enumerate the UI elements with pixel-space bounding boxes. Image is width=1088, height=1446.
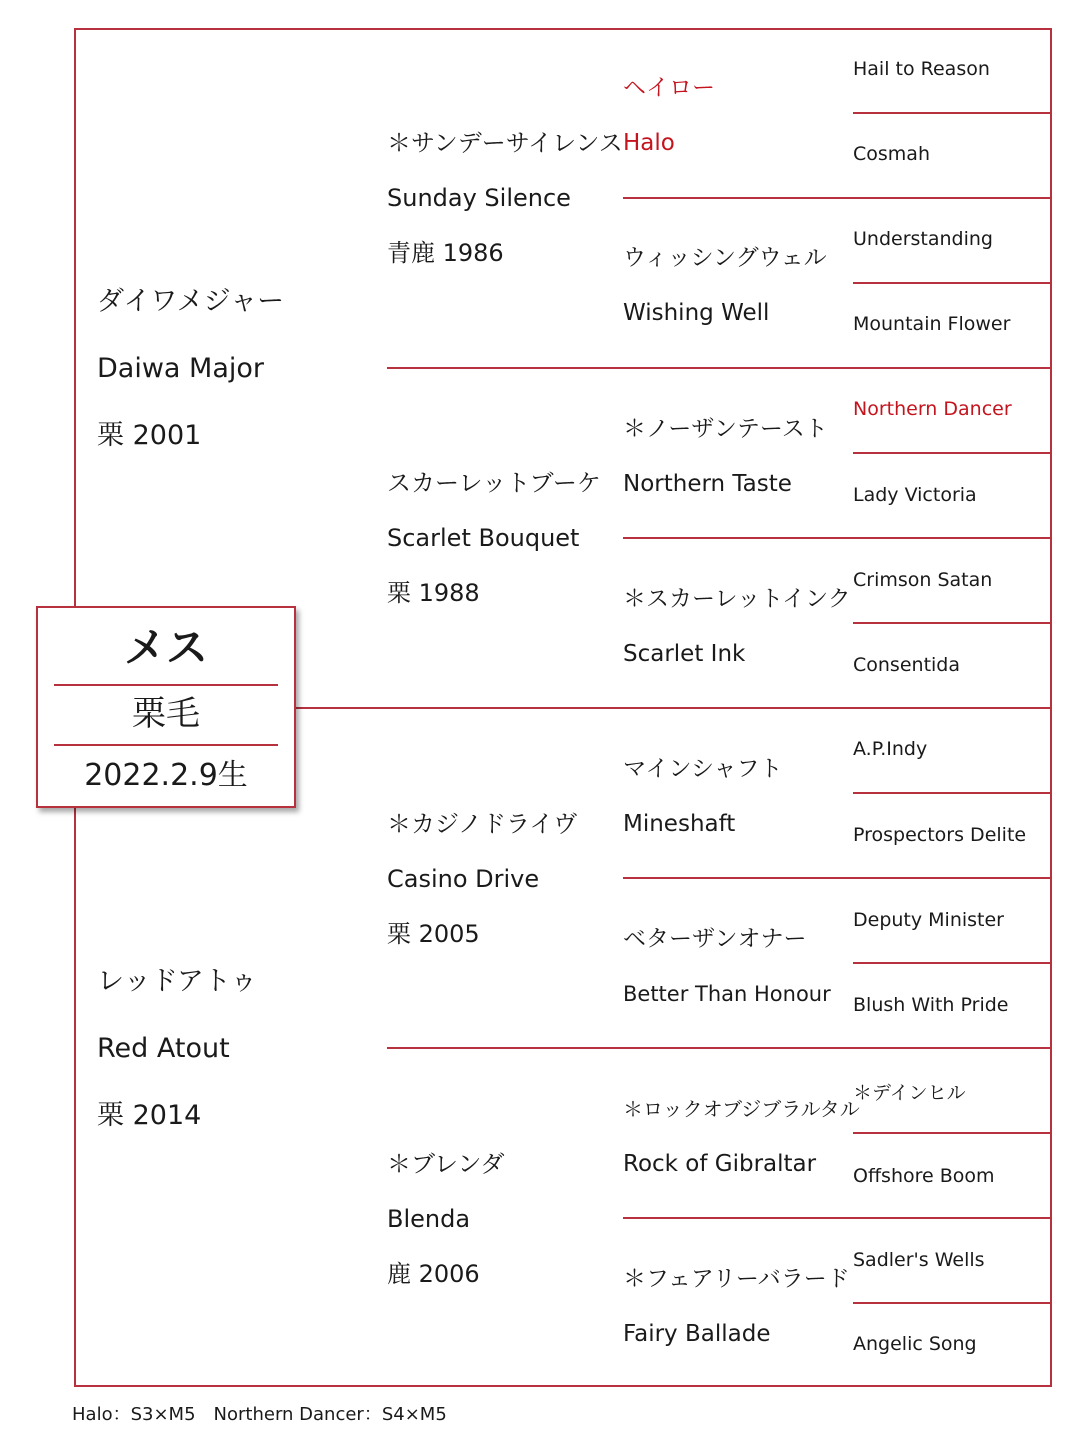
subject-sex: メス <box>123 623 208 672</box>
divider-gen4 <box>853 792 1052 794</box>
gen2-name-ja: ＊ブレンダ <box>387 1150 505 1178</box>
divider-gen4 <box>853 962 1052 964</box>
subject-color: 栗毛 <box>132 694 200 734</box>
divider-gen3 <box>623 1217 1052 1219</box>
gen4-name: Northern Dancer <box>853 398 1012 420</box>
gen4-name: Offshore Boom <box>853 1165 995 1187</box>
sire-name-en: Daiwa Major <box>97 353 265 384</box>
gen3-cell <box>623 912 831 1022</box>
gen3-name-ja: ウィッシングウェル <box>623 245 827 271</box>
gen2-name-en: Scarlet Bouquet <box>387 524 580 552</box>
gen4-name: ＊デインヒル <box>853 1082 966 1104</box>
gen3-name-ja: ＊フェアリーバラード <box>623 1266 850 1292</box>
sire-cell <box>97 268 284 469</box>
gen3-name-ja: ＊ロックオブジブラルタル <box>623 1097 860 1121</box>
gen2-info: 青鹿 1986 <box>387 239 504 267</box>
gen2-name-en: Sunday Silence <box>387 184 571 212</box>
gen4-name: Blush With Pride <box>853 994 1009 1016</box>
gen4-name: Sadler's Wells <box>853 1249 985 1271</box>
gen2-name-ja: ＊カジノドライヴ <box>387 810 578 838</box>
gen2-info: 栗 1988 <box>387 579 480 607</box>
gen2-name-en: Blenda <box>387 1205 471 1233</box>
divider-gen4 <box>853 452 1052 454</box>
gen4-name: Angelic Song <box>853 1333 977 1355</box>
gen3-cell <box>623 61 715 171</box>
gen2-name-en: Casino Drive <box>387 865 540 893</box>
divider-gen3 <box>623 537 1052 539</box>
gen3-name-en: Mineshaft <box>623 811 736 837</box>
gen3-name-en: Northern Taste <box>623 471 792 497</box>
inbreeding-note: Halo：S3×M5 Northern Dancer：S4×M5 <box>72 1404 447 1425</box>
gen4-name: Crimson Satan <box>853 569 993 591</box>
gen4-name: Prospectors Delite <box>853 824 1027 846</box>
divider-gen2 <box>387 1047 1052 1049</box>
divider-gen1 <box>296 707 1052 709</box>
gen3-name-en: Halo <box>623 130 675 156</box>
gen3-cell <box>623 1082 860 1192</box>
gen2-info: 鹿 2006 <box>387 1260 480 1288</box>
subject-divider <box>54 744 278 746</box>
gen2-name-ja: ＊サンデーサイレンス <box>387 129 623 157</box>
gen4-name: Cosmah <box>853 143 930 165</box>
gen3-name-ja: ＊ノーザンテースト <box>623 416 828 442</box>
gen3-name-ja: ベターザンオナー <box>623 926 807 952</box>
gen3-cell <box>623 572 851 682</box>
divider-gen3 <box>623 877 1052 879</box>
divider-gen2 <box>387 367 1052 369</box>
subject-box <box>36 606 296 808</box>
gen2-cell <box>387 456 601 621</box>
gen3-name-ja: ＊スカーレットインク <box>623 586 851 612</box>
divider-gen3 <box>623 197 1052 199</box>
divider-gen4 <box>853 112 1052 114</box>
divider-gen4 <box>853 282 1052 284</box>
gen3-name-en: Scarlet Ink <box>623 641 746 667</box>
gen4-name: Mountain Flower <box>853 313 1011 335</box>
gen3-name-en: Rock of Gibraltar <box>623 1151 817 1177</box>
gen3-name-en: Better Than Honour <box>623 982 831 1006</box>
gen3-name-ja: マインシャフト <box>623 756 783 782</box>
divider-gen4 <box>853 1132 1052 1134</box>
gen4-name: Hail to Reason <box>853 58 990 80</box>
gen4-name: Lady Victoria <box>853 484 977 506</box>
gen4-name: Deputy Minister <box>853 909 1004 931</box>
gen3-cell <box>623 402 828 512</box>
sire-info: 栗 2001 <box>97 420 202 451</box>
dam-info: 栗 2014 <box>97 1100 202 1131</box>
dam-name-ja: レッドアトゥ <box>97 966 258 997</box>
gen2-cell <box>387 797 577 962</box>
subject-birth: 2022.2.9生 <box>84 758 248 793</box>
gen3-name-en: Fairy Ballade <box>623 1321 771 1347</box>
dam-cell <box>97 948 257 1149</box>
dam-name-en: Red Atout <box>97 1033 230 1064</box>
divider-gen4 <box>853 622 1052 624</box>
gen4-name: A.P.Indy <box>853 738 928 760</box>
gen2-cell <box>387 1137 504 1302</box>
gen2-cell <box>387 116 623 281</box>
gen3-cell <box>623 231 827 341</box>
sire-name-ja: ダイワメジャー <box>97 286 285 317</box>
gen2-info: 栗 2005 <box>387 920 480 948</box>
gen2-name-ja: スカーレットブーケ <box>387 469 601 497</box>
gen4-name: Consentida <box>853 654 960 676</box>
gen3-name-en: Wishing Well <box>623 300 770 326</box>
divider-gen4 <box>853 1302 1052 1304</box>
gen3-cell <box>623 1252 850 1362</box>
gen4-name: Understanding <box>853 228 993 250</box>
gen3-name-ja: ヘイロー <box>623 75 715 101</box>
gen3-cell <box>623 742 783 852</box>
